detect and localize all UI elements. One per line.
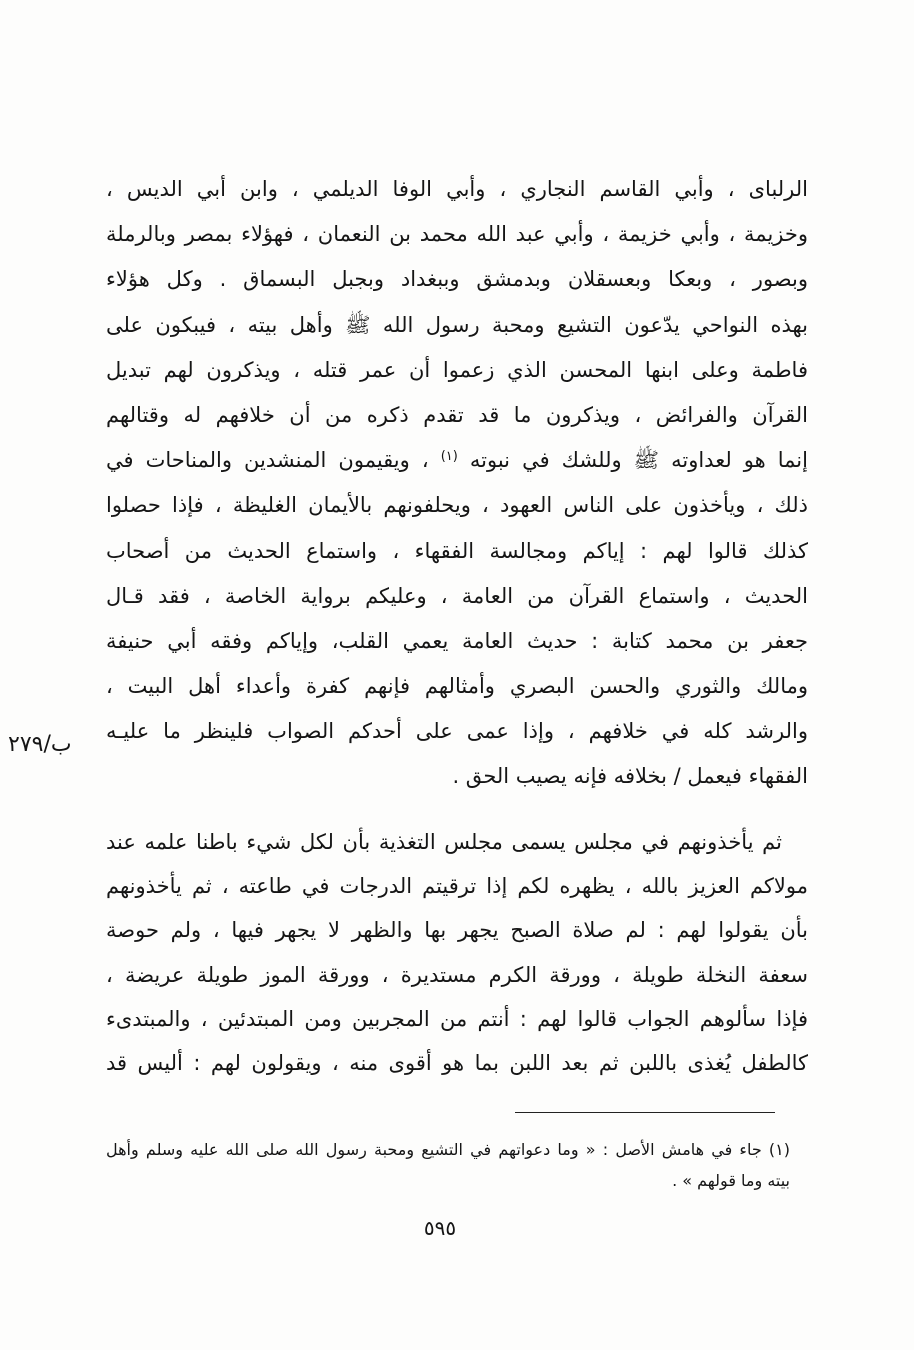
text-segment: ، ويقيمون المنشدين والمناحات في (106, 448, 429, 473)
text-line: والرشد كله في خلافهم ، وإذا عمى على أحدكم الصواب فلينظر ما عليـه (106, 719, 808, 744)
text-line: جعفر بن محمد كتابة : حديث العامة يعمي القلب، وإياكم وفقه أبي حنيفة (106, 628, 808, 653)
text-line: وخزيمة ، وأبي خزيمة ، وأبي عبد الله محمد بن النعمان ، فهؤلاء بمصر وبالرملة (106, 222, 808, 247)
footnote-reference: (١) (440, 449, 458, 465)
text-line (106, 438, 808, 483)
text-line: كذلك قالوا لهم : إياكم ومجالسة الفقهاء ، واستماع الحديث من أصحاب (106, 538, 808, 563)
text-line: القرآن والفرائض ، ويذكرون ما قد تقدم ذكره من أن خلافهم له وقتالهم (106, 402, 808, 427)
footnote-separator (515, 1112, 775, 1113)
text-line: ذلك ، ويأخذون على الناس العهود ، ويحلفونهم بالأيمان الغليظة ، فإذا حصلوا (106, 493, 808, 518)
text-line: سعفة النخلة طويلة ، وورقة الكرم مستديرة ، وورقة الموز طويلة عريضة ، (106, 962, 808, 987)
paragraph-1 (106, 167, 808, 800)
text-line: بهذه النواحي يدّعون التشيع ومحبة رسول الله ﷺ وأهل بيته ، فيبكون على (106, 312, 808, 337)
text-line: الفقهاء فيعمل / بخلافه فإنه يصيب الحق . (452, 764, 808, 789)
text-line: كالطفل يُغذى باللبن ثم بعد اللبن بما هو أقوى منه ، ويقولون لهم : أليس قد (106, 1050, 808, 1075)
text-line: فإذا سألوهم الجواب قالوا لهم : أنتم من المجربين ومن المبتدئين ، والمبتدىء (106, 1006, 808, 1031)
text-line: وبصور ، وبعكا وبعسقلان وبدمشق وببغداد وبجبل البسماق . وكل هؤلاء (106, 267, 808, 292)
text-line: الحديث ، واستماع القرآن من العامة ، وعليكم برواية الخاصة ، فقد قـال (106, 583, 808, 608)
text-segment: إنما هو لعداوته ﷺ وللشك في نبوته (469, 448, 808, 473)
paragraph-2 (106, 820, 808, 1085)
footnote-line: بيته وما قولهم » . (672, 1171, 790, 1190)
text-line: ومالك والثوري والحسن البصري وأمثالهم فإنهم كفرة وأعداء أهل البيت ، (106, 674, 808, 699)
text-line: ثم يأخذونهم في مجلس يسمى مجلس التغذية بأن لكل شيء باطنا علمه عند (106, 830, 782, 854)
text-line: بأن يقولوا لهم : لم صلاة الصبح يجهر بها والظهر لا يجهر فيها ، ولم حوصة (106, 918, 808, 943)
text-line: فاطمة وعلى ابنها المحسن الذي زعموا أن عمر قتله ، ويذكرون لهم تبديل (106, 357, 808, 382)
folio-marker: ٢٧٩/ب (8, 732, 72, 757)
text-line: مولاكم العزيز بالله ، يظهره لكم إذا ترقيتم الدرجات في طاعته ، ثم يأخذونهم (106, 874, 808, 899)
page-number: ٥٩٥ (423, 1216, 457, 1240)
footnote-line: (١) جاء في هامش الأصل : « وما دعواتهم في التشيع ومحبة رسول الله صلى الله عليه وسلم وأهل (106, 1140, 790, 1159)
text-line: الرلباى ، وأبي القاسم النجاري ، وأبي الوفا الديلمي ، وابن أبي الديس ، (106, 177, 808, 201)
footnotes (106, 1134, 790, 1196)
